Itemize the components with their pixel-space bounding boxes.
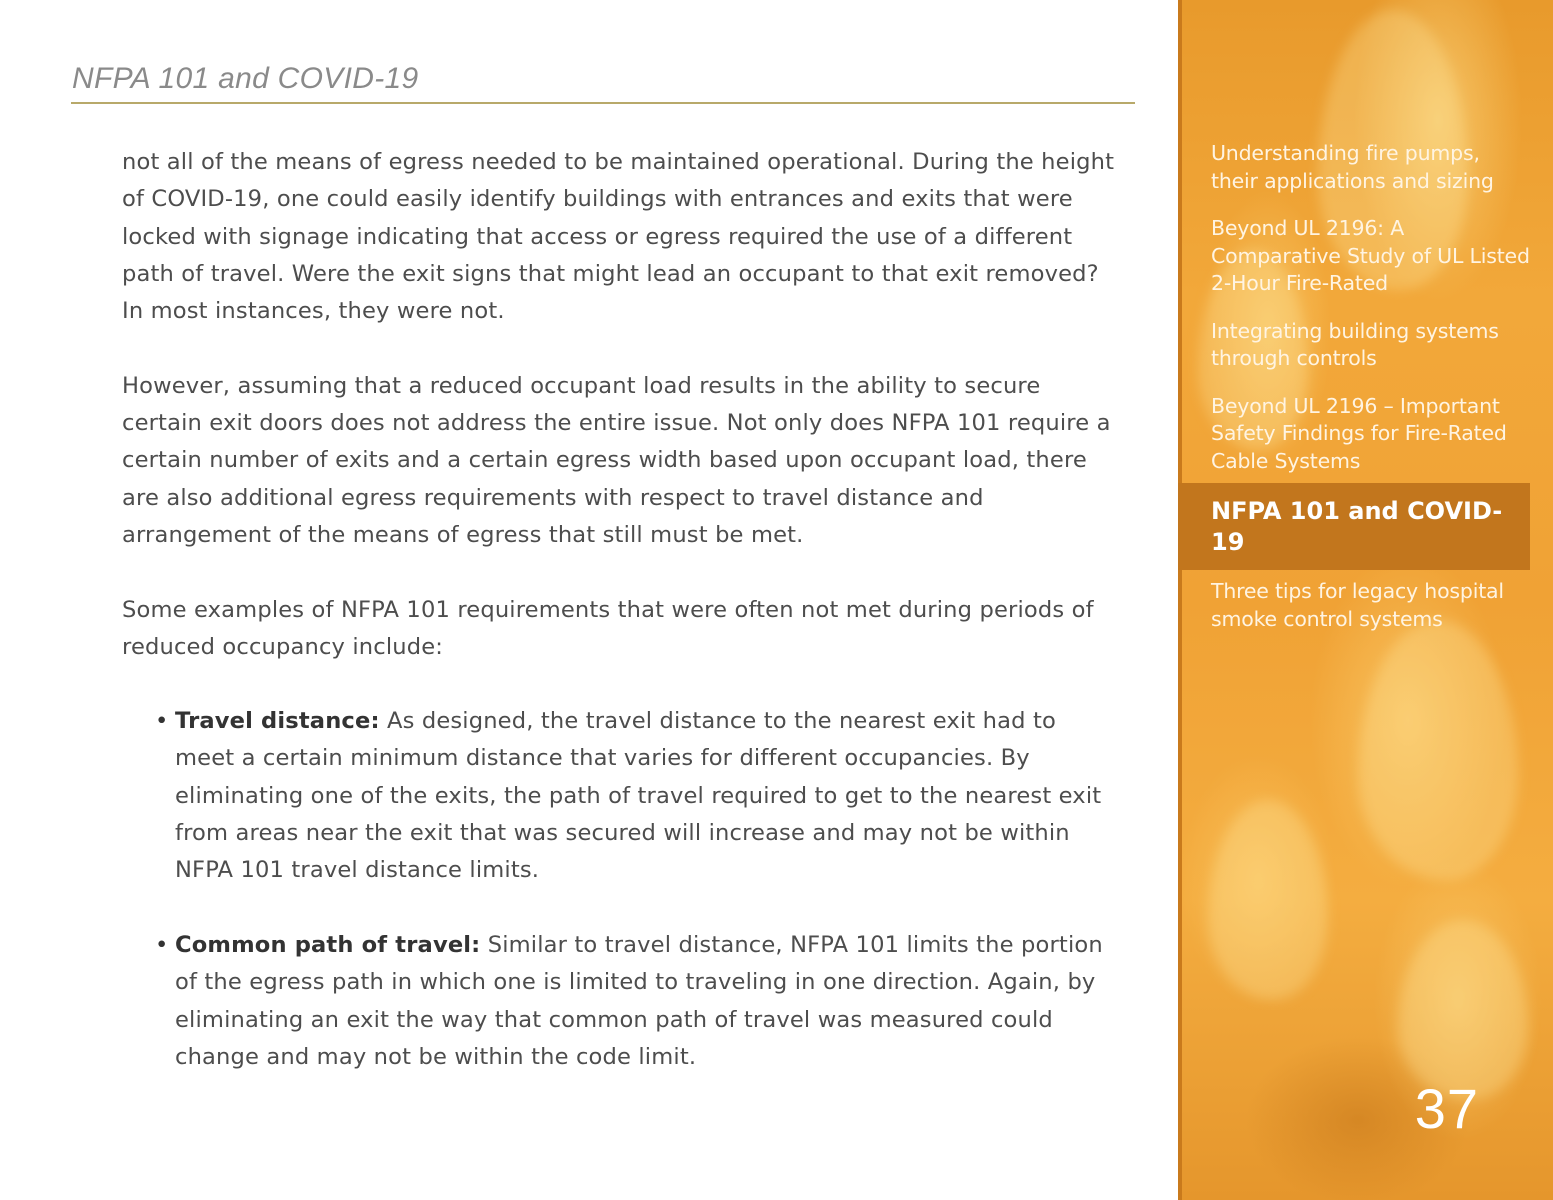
page-number: 37 [1414,1077,1479,1140]
paragraph: Some examples of NFPA 101 requirements that were often not met during periods of reduced occupancy include: [122,596,1094,660]
table-of-contents-continued [1211,578,1531,653]
page-title: NFPA 101 and COVID-19 [72,62,419,95]
list-item-term: Common path of travel: [175,931,481,958]
list-item-term: Travel distance: [175,708,380,735]
paragraph: However, assuming that a reduced occupant load results in the ability to secure certain exit doors does not address the entire issue. Not only does NFPA 101 require a certain number of exits and a certain egress width based upon occupant load, there are also additional egress requirements with respect to travel distance and arrangement of the means of egress that still must be met. [122,372,1111,548]
list-item [122,927,1117,1076]
flame-decoration [1398,920,1528,1100]
bullet-icon: • [155,708,169,735]
header-divider [71,102,1135,104]
toc-link[interactable]: Integrating building systems through controls [1211,318,1499,370]
paragraph: not all of the means of egress needed to be maintained operational. During the height of COVID-19, one could easily identify buildings with entrances and exits that were locked with signage indicating that access or egress required the use of a different path of travel. Were the exit signs that might lead an occupant to that exit removed? In most instances, they were not. [122,149,1115,325]
toc-link-active[interactable]: NFPA 101 and COVID-19 [1211,497,1503,556]
article-body [122,144,1117,1113]
list-item-text: As designed, the travel distance to the nearest exit had to meet a certain minimum distance that varies for different occupancies. By eliminating one of the exits, the path of travel required to get to the nearest exit from areas near the exit that was secured will increase and may not be within NFPA 101 travel distance limits. [175,708,1102,884]
toc-link[interactable]: Beyond UL 2196 – Important Safety Findings for Fire-Rated Cable Systems [1211,393,1507,473]
sidebar [1178,0,1553,1200]
toc-link[interactable]: Beyond UL 2196: A Comparative Study of UL Listed 2-Hour Fire-Rated [1211,216,1530,295]
toc-link[interactable]: Understanding fire pumps, their applications and sizing [1211,141,1494,193]
table-of-contents [1211,140,1531,495]
requirements-list [122,703,1117,1076]
flame-decoration [1208,800,1328,1000]
toc-link[interactable]: Three tips for legacy hospital smoke control systems [1211,579,1504,631]
list-item [122,703,1117,889]
sidebar-edge [1178,0,1182,1200]
bullet-icon: • [155,931,169,958]
flame-decoration [1358,620,1518,880]
list-item-text: Similar to travel distance, NFPA 101 limits the portion of the egress path in which one is limited to traveling in one direction. Again, by eliminating an exit the way that common path of travel was measured could change and may not be within the code limit. [175,931,1103,1070]
